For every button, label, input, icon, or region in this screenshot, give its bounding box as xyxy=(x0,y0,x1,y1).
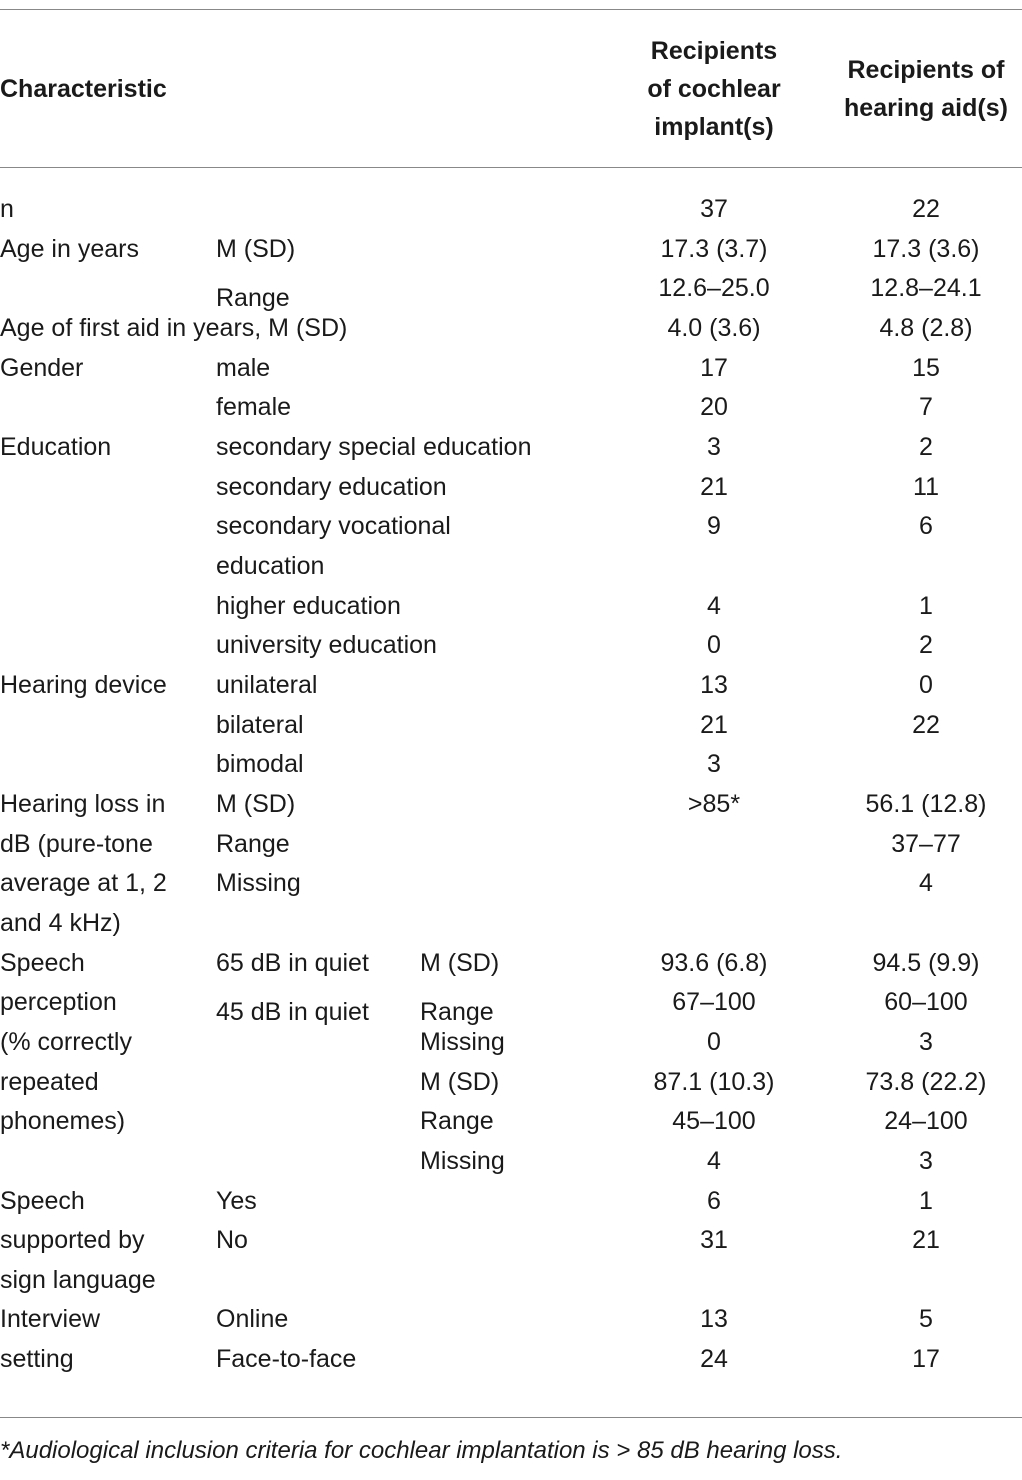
row-label: Age in years xyxy=(0,234,139,263)
cell-hearing-aid: 12.8–24.1 xyxy=(870,274,982,303)
cell-cochlear-implant: 21 xyxy=(700,710,728,739)
row-statistic: Range xyxy=(420,998,494,1027)
cell-cochlear-implant: 93.6 (6.8) xyxy=(660,948,768,977)
bottom-rule xyxy=(0,1417,1022,1418)
cell-cochlear-implant: 17.3 (3.7) xyxy=(660,234,768,263)
cell-hearing-aid: 37–77 xyxy=(891,829,961,858)
header-ci-line1: Recipients xyxy=(650,37,778,65)
row-sublabel: education xyxy=(216,551,325,580)
row-label: (% correctly xyxy=(0,1027,132,1056)
cell-hearing-aid: 3 xyxy=(919,1146,933,1175)
top-rule xyxy=(0,9,1022,10)
cell-hearing-aid: 21 xyxy=(912,1226,940,1255)
row-sublabel: 45 dB in quiet xyxy=(216,998,369,1027)
cell-cochlear-implant: 13 xyxy=(700,670,728,699)
header-hearing-aid xyxy=(826,51,1022,127)
row-sublabel: No xyxy=(216,1226,248,1255)
row-statistic: Missing xyxy=(420,1027,505,1056)
row-sublabel: 65 dB in quiet xyxy=(216,948,369,977)
cell-hearing-aid: 1 xyxy=(919,591,933,620)
cell-cochlear-implant: 87.1 (10.3) xyxy=(653,1067,775,1096)
row-sublabel: male xyxy=(216,353,271,382)
header-ha-line2: hearing aid(s) xyxy=(844,94,1008,122)
row-label: phonemes) xyxy=(0,1107,126,1136)
header-ci-line2: of cochlear xyxy=(647,75,781,103)
cell-hearing-aid: 4.8 (2.8) xyxy=(879,313,973,342)
row-statistic: Range xyxy=(420,1107,494,1136)
cell-hearing-aid: 15 xyxy=(912,353,940,382)
cell-hearing-aid: 11 xyxy=(913,472,939,501)
row-label: perception xyxy=(0,988,117,1017)
row-label: Hearing device xyxy=(0,670,167,699)
row-label: Hearing loss in xyxy=(0,789,166,818)
cell-cochlear-implant: 67–100 xyxy=(672,988,756,1017)
row-sublabel: Range xyxy=(216,829,290,858)
row-label: setting xyxy=(0,1345,74,1374)
cell-cochlear-implant: 4 xyxy=(707,1146,721,1175)
cell-cochlear-implant: 24 xyxy=(700,1345,728,1374)
cell-hearing-aid: 5 xyxy=(919,1305,933,1334)
header-ci-line3: implant(s) xyxy=(654,113,774,141)
cell-cochlear-implant: 31 xyxy=(700,1226,728,1255)
cell-hearing-aid: 7 xyxy=(919,393,933,422)
row-sublabel: higher education xyxy=(216,591,401,620)
cell-hearing-aid: 73.8 (22.2) xyxy=(865,1067,987,1096)
row-sublabel: bilateral xyxy=(216,710,304,739)
header-characteristic: Characteristic xyxy=(0,75,167,103)
cell-cochlear-implant: 6 xyxy=(707,1186,721,1215)
cell-hearing-aid: 6 xyxy=(919,512,933,541)
cell-cochlear-implant: 4.0 (3.6) xyxy=(667,313,761,342)
cell-cochlear-implant: 13 xyxy=(700,1305,728,1334)
cell-hearing-aid: 60–100 xyxy=(884,988,968,1017)
cell-hearing-aid: 17 xyxy=(912,1345,940,1374)
cell-cochlear-implant: 20 xyxy=(700,393,728,422)
cell-hearing-aid: 1 xyxy=(919,1186,933,1215)
cell-cochlear-implant: 17 xyxy=(700,353,728,382)
row-label: supported by xyxy=(0,1226,145,1255)
row-label: sign language xyxy=(0,1265,156,1294)
cell-cochlear-implant: 3 xyxy=(707,432,721,461)
row-label: Education xyxy=(0,432,112,461)
header-cochlear-implant xyxy=(620,32,808,146)
header-ha-line1: Recipients of xyxy=(847,56,1005,84)
cell-cochlear-implant: 3 xyxy=(707,750,721,779)
row-label: dB (pure-tone xyxy=(0,829,153,858)
cell-cochlear-implant: >85* xyxy=(687,789,741,818)
row-label: Interview xyxy=(0,1305,101,1334)
row-sublabel: female xyxy=(216,393,292,422)
cell-cochlear-implant: 0 xyxy=(707,631,721,660)
cell-hearing-aid: 0 xyxy=(919,670,933,699)
cell-hearing-aid: 56.1 (12.8) xyxy=(865,789,987,818)
cell-hearing-aid: 94.5 (9.9) xyxy=(872,948,980,977)
row-sublabel: secondary education xyxy=(216,472,447,501)
row-sublabel: bimodal xyxy=(216,750,304,779)
cell-hearing-aid: 2 xyxy=(919,432,933,461)
row-sublabel: secondary vocational xyxy=(216,512,451,541)
row-statistic: Missing xyxy=(420,1146,505,1175)
cell-hearing-aid: 22 xyxy=(912,195,940,223)
row-label: Speech xyxy=(0,948,85,977)
header-rule xyxy=(0,167,1022,168)
row-sublabel: university education xyxy=(216,631,437,660)
row-sublabel: M (SD) xyxy=(216,789,296,818)
cell-hearing-aid: 3 xyxy=(919,1027,933,1056)
cell-hearing-aid: 4 xyxy=(919,869,933,898)
row-label: Age of first aid in years, M (SD) xyxy=(0,313,348,342)
footnote: *Audiological inclusion criteria for cochlear implantation is > 85 dB hearing loss. xyxy=(0,1437,843,1464)
row-sublabel: unilateral xyxy=(216,670,318,699)
cell-cochlear-implant: 0 xyxy=(707,1027,721,1056)
row-label: n xyxy=(0,195,14,223)
row-sublabel: Face-to-face xyxy=(216,1345,357,1374)
cell-cochlear-implant: 37 xyxy=(700,195,728,223)
cell-cochlear-implant: 12.6–25.0 xyxy=(658,274,770,303)
row-label: repeated xyxy=(0,1067,99,1096)
row-sublabel: M (SD) xyxy=(216,234,296,263)
cell-cochlear-implant: 9 xyxy=(707,512,721,541)
cell-hearing-aid: 24–100 xyxy=(884,1107,968,1136)
cell-cochlear-implant: 45–100 xyxy=(672,1107,756,1136)
row-sublabel: secondary special education xyxy=(216,432,532,461)
row-label: average at 1, 2 xyxy=(0,869,167,898)
row-statistic: M (SD) xyxy=(420,948,500,977)
row-sublabel: Online xyxy=(216,1305,289,1334)
cell-hearing-aid: 22 xyxy=(912,710,940,739)
row-sublabel: Range xyxy=(216,284,290,313)
row-label: Gender xyxy=(0,353,84,382)
row-label: Speech xyxy=(0,1186,85,1215)
cell-hearing-aid: 17.3 (3.6) xyxy=(872,234,980,263)
cell-cochlear-implant: 21 xyxy=(700,472,728,501)
row-sublabel: Yes xyxy=(216,1186,257,1215)
row-statistic: M (SD) xyxy=(420,1067,500,1096)
cell-cochlear-implant: 4 xyxy=(707,591,721,620)
row-label: and 4 kHz) xyxy=(0,908,121,937)
cell-hearing-aid: 2 xyxy=(919,631,933,660)
row-sublabel: Missing xyxy=(216,869,301,898)
